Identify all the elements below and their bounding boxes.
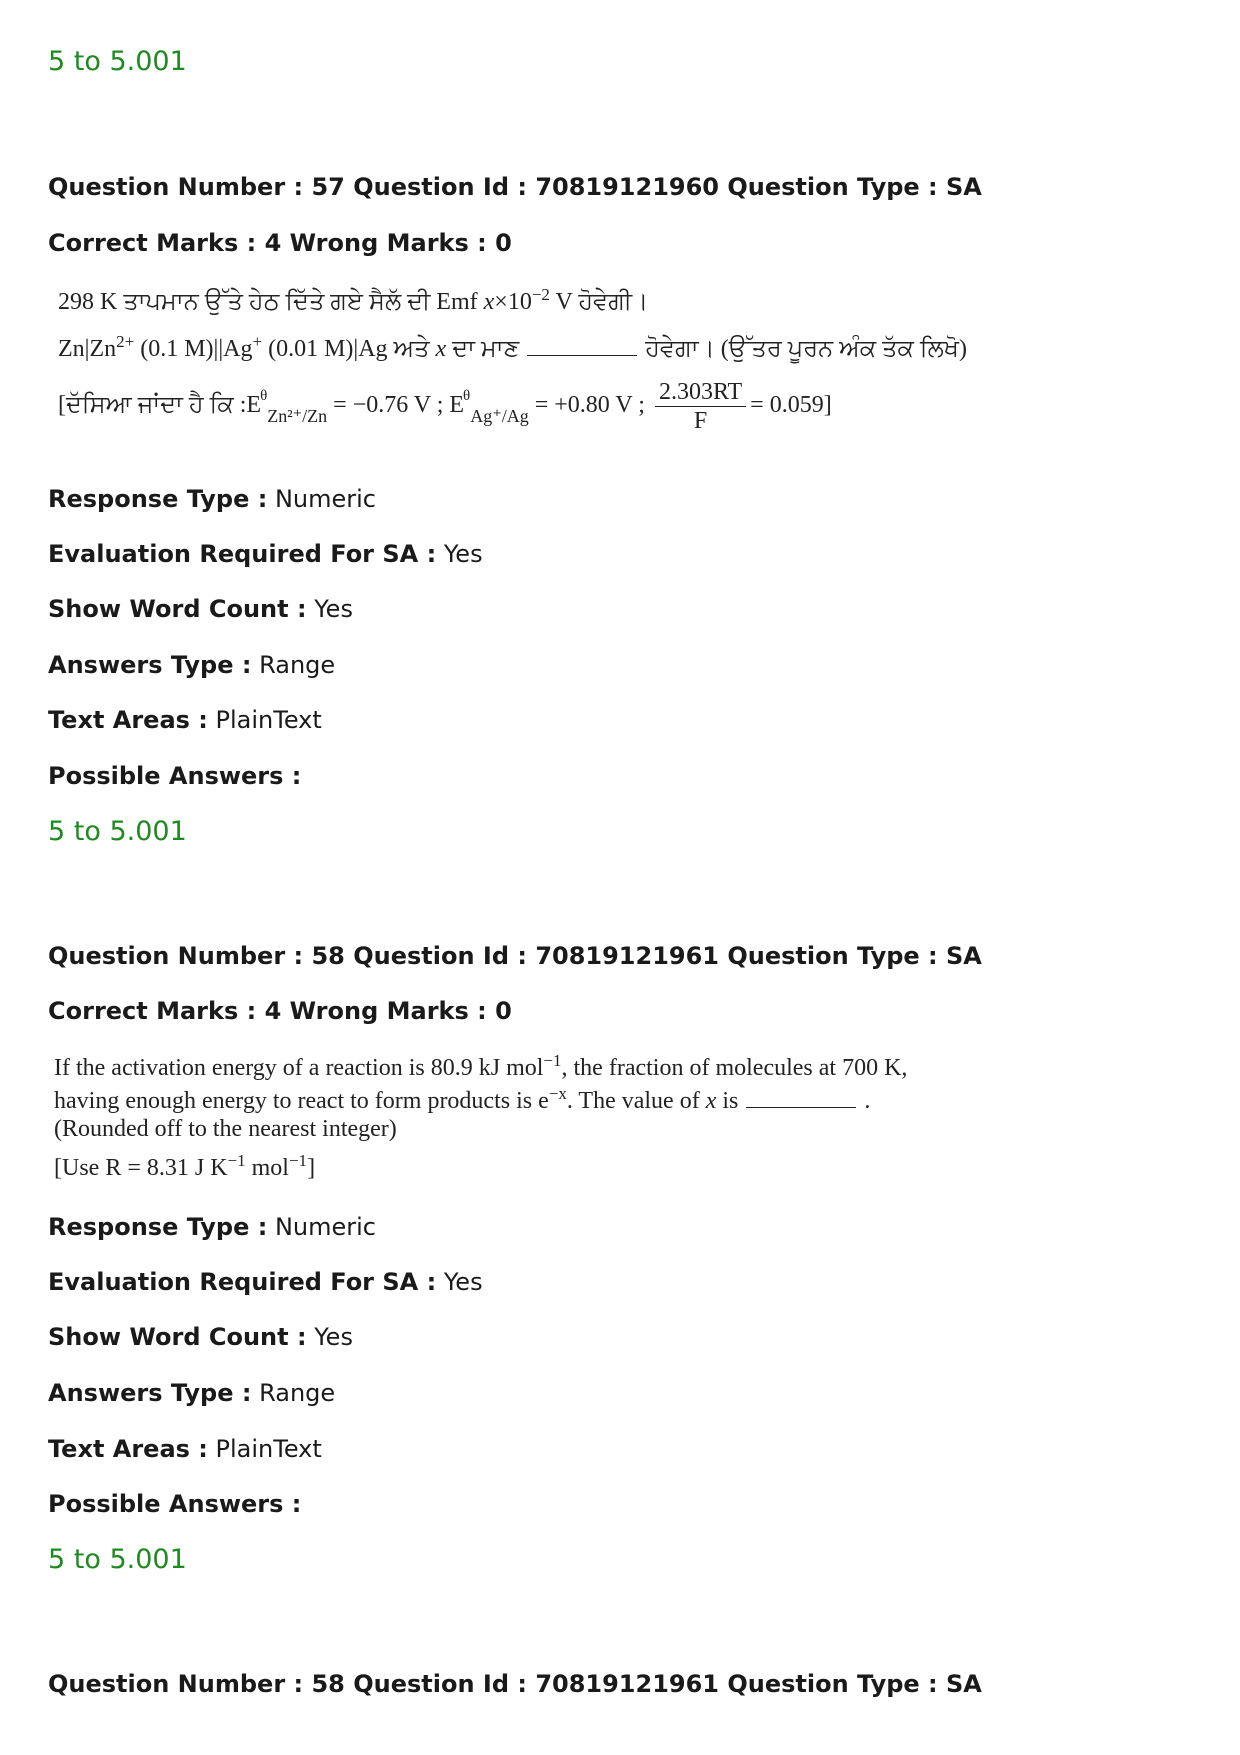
answer-blank	[746, 1107, 856, 1108]
q58-show-word-count	[48, 1323, 353, 1351]
possible-answers-label: Possible Answers :	[48, 762, 302, 790]
q57-line2-a: Zn|Zn	[58, 336, 117, 362]
q57-line1-c: V ਹੋਵੇਗੀ।	[549, 289, 649, 315]
evaluation-value: Yes	[443, 1268, 483, 1296]
q57-show-word-count	[48, 595, 353, 623]
q58-answer: 5 to 5.001	[48, 1544, 187, 1575]
q57-line2-c: (0.01 M)|Ag ਅਤੇ	[262, 336, 436, 362]
answers-type-label: Answers Type :	[48, 1379, 252, 1407]
q57-line2-d: ਦਾ ਮਾਣ	[446, 336, 520, 362]
q58-line4-exp1: −1	[227, 1151, 246, 1170]
q58-line2-c: is	[716, 1088, 739, 1114]
q58-line2-b: . The value of	[566, 1088, 706, 1114]
q58-marks: Correct Marks : 4 Wrong Marks : 0	[48, 997, 512, 1025]
theta-symbol: θ	[463, 388, 471, 405]
next-question-header: Question Number : 58 Question Id : 70819121961 Question Type : SA	[48, 1670, 982, 1698]
evaluation-value: Yes	[443, 540, 483, 568]
q58-line1-a: If the activation energy of a reaction is 80.9 kJ mol	[54, 1055, 544, 1081]
q57-evaluation	[48, 540, 483, 568]
q57-line2-sup1: 2+	[116, 332, 135, 351]
evaluation-label: Evaluation Required For SA :	[48, 1268, 437, 1296]
q58-line1-b: , the fraction of molecules at 700 K,	[561, 1055, 908, 1081]
q58-line1-exp: −1	[543, 1051, 562, 1070]
show-word-count-value: Yes	[314, 1323, 353, 1351]
q57-line1-a: 298 K ਤਾਪਮਾਨ ਉੱਤੇ ਹੇਠ ਦਿੱਤੇ ਗਏ ਸੈਲੱ ਦੀ Emf	[58, 289, 484, 315]
text-areas-label: Text Areas :	[48, 1435, 208, 1463]
fraction-denominator: F	[693, 408, 708, 434]
q58-evaluation	[48, 1268, 483, 1296]
q58-line3: (Rounded off to the nearest integer)	[54, 1116, 397, 1142]
answers-type-value: Range	[259, 651, 336, 679]
previous-answer: 5 to 5.001	[48, 46, 187, 77]
answers-type-value: Range	[259, 1379, 336, 1407]
q58-line2-d: .	[864, 1088, 871, 1114]
response-type-value: Numeric	[274, 485, 376, 513]
evaluation-label: Evaluation Required For SA :	[48, 540, 437, 568]
q57-line2-x: x	[435, 336, 447, 362]
q58-line4-a: [Use R = 8.31 J K	[54, 1155, 228, 1181]
q57-line1-b: ×10	[494, 289, 532, 315]
answers-type-label: Answers Type :	[48, 651, 252, 679]
q57-fraction	[655, 380, 746, 433]
q57-line3-c: = +0.80 V ;	[528, 392, 645, 419]
possible-answers-label: Possible Answers :	[48, 1490, 302, 1518]
q57-line3-d: = 0.059]	[750, 392, 832, 419]
q57-line2-sup2: +	[252, 332, 263, 351]
q57-possible-answers	[48, 762, 301, 790]
show-word-count-value: Yes	[314, 595, 353, 623]
q58-line4-b: mol	[245, 1155, 289, 1181]
q57-line3-a: [ਦੱਸਿਆ ਜਾਂਦਾ ਹੈ ਕਿ :E	[58, 392, 262, 419]
q57-text-areas	[48, 706, 322, 734]
response-type-label: Response Type :	[48, 1213, 268, 1241]
q57-line2-e: ਹੋਵੇਗਾ। (ਉੱਤਰ ਪੂਰਨ ਅੰਕ ਤੱਕ ਲਿਖੋ)	[645, 336, 968, 362]
text-areas-label: Text Areas :	[48, 706, 208, 734]
answer-blank	[527, 355, 637, 356]
response-type-value: Numeric	[274, 1213, 376, 1241]
q57-marks: Correct Marks : 4 Wrong Marks : 0	[48, 229, 512, 257]
q57-response-type	[48, 485, 376, 513]
q58-header: Question Number : 58 Question Id : 70819121961 Question Type : SA	[48, 942, 982, 970]
q57-line3-sub1: Zn²⁺/Zn	[267, 406, 328, 427]
text-areas-value: PlainText	[215, 706, 322, 734]
q57-line2-b: (0.1 M)||Ag	[134, 336, 253, 362]
q58-response-type	[48, 1213, 376, 1241]
q58-answers-type	[48, 1379, 335, 1407]
q58-possible-answers	[48, 1490, 301, 1518]
fraction-numerator: 2.303RT	[655, 380, 746, 407]
q57-answer: 5 to 5.001	[48, 816, 187, 847]
response-type-label: Response Type :	[48, 485, 268, 513]
theta-symbol: θ	[260, 388, 268, 405]
q57-line1-exp: −2	[531, 285, 550, 304]
q57-header: Question Number : 57 Question Id : 70819121960 Question Type : SA	[48, 173, 982, 201]
q57-line1-x: x	[483, 289, 495, 315]
q57-line3-sub2: Ag⁺/Ag	[470, 406, 529, 427]
show-word-count-label: Show Word Count :	[48, 1323, 307, 1351]
q58-line4-c: ]	[307, 1155, 316, 1181]
q57-answers-type	[48, 651, 335, 679]
q58-text-areas	[48, 1435, 322, 1463]
q58-line2-exp: −x	[548, 1084, 567, 1103]
text-areas-value: PlainText	[215, 1435, 322, 1463]
q58-line2-x: x	[705, 1088, 717, 1114]
show-word-count-label: Show Word Count :	[48, 595, 307, 623]
q57-line3-b: = −0.76 V ; E	[327, 392, 465, 419]
q58-line4-exp2: −1	[288, 1151, 308, 1170]
q58-line2-a: having enough energy to react to form products is e	[54, 1088, 549, 1114]
